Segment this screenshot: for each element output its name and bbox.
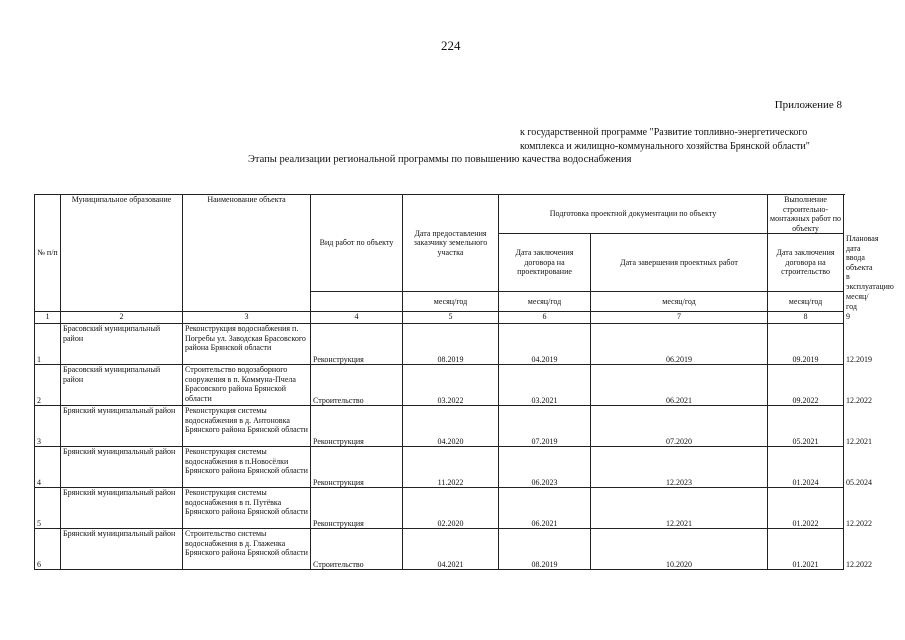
row-object-name: Реконструкция водоснабжения п. Погребы ул. Заводская Брасовского района Брянской области [183,324,311,365]
table-row: 4 Брянский муниципальный район Реконструкция системы водоснабжения в п.Новосёлки Брянского района Брянской области Реконструкция 11.2022 06.2023 12.2023 01.2024 05.2024 [35,447,844,488]
column-number: 6 [499,312,591,324]
row-number: 6 [35,529,61,570]
row-land-date: 11.2022 [403,447,499,488]
column-number: 8 [768,312,844,324]
row-object-name: Строительство системы водоснабжения в д. Глаженка Брянского района Брянской области [183,529,311,570]
row-land-date: 04.2021 [403,529,499,570]
row-land-date: 03.2022 [403,365,499,406]
row-work-type: Реконструкция [311,406,403,447]
row-design-contract: 06.2023 [499,447,591,488]
row-construction-contract: 01.2024 [768,447,844,488]
header-work-type: Вид работ по объекту [311,195,403,292]
header-construction-group: Выполнение строительно-монтажных работ по объекту [768,195,844,234]
table-row: 2 Брасовский муниципальный район Строительство водозаборного сооружения в п. Коммуна-Пчела Брасовского района Брянской области Строительство 03.2022 03.2021 06.2021 09.2022 12.2022 [35,365,844,406]
table-row: 1 Брасовский муниципальный район Реконструкция водоснабжения п. Погребы ул. Заводская Брасовского района Брянской области Реконструкция 08.2019 04.2019 06.2019 09.2019 12.2019 [35,324,844,365]
row-number: 1 [35,324,61,365]
unit-land-date: месяц/год [403,292,499,312]
program-reference-line-2: комплекса и жилищно-коммунального хозяйства Брянской области" [520,141,810,152]
row-design-complete: 12.2021 [591,488,768,529]
row-construction-contract: 05.2021 [768,406,844,447]
row-design-complete: 06.2019 [591,324,768,365]
table-row: 5 Брянский муниципальный район Реконструкция системы водоснабжения в п. Путёвка Брянского района Брянской области Реконструкция 02.2020 06.2021 12.2021 01.2022 12.2022 [35,488,844,529]
row-object-name: Строительство водозаборного сооружения в п. Коммуна-Пчела Брасовского района Брянской области [183,365,311,406]
row-land-date: 02.2020 [403,488,499,529]
row-object-name: Реконструкция системы водоснабжения в д. Антоновка Брянского района Брянской области [183,406,311,447]
row-design-complete: 12.2023 [591,447,768,488]
row-municipality: Брянский муниципальный район [61,488,183,529]
column-number: 4 [311,312,403,324]
row-number: 5 [35,488,61,529]
page-number: 224 [441,38,461,53]
column-number: 3 [183,312,311,324]
header-design-group: Подготовка проектной документации по объекту [499,195,768,234]
column-number: 2 [61,312,183,324]
row-municipality: Брасовский муниципальный район [61,324,183,365]
row-municipality: Брянский муниципальный район [61,529,183,570]
program-reference-line-1: к государственной программе "Развитие топливно-энергетического [520,127,808,138]
column-number: 5 [403,312,499,324]
document-title: Этапы реализации региональной программы по повышению качества водоснабжения [248,154,632,165]
row-number: 4 [35,447,61,488]
row-number: 2 [35,365,61,406]
header-work-unit-empty [311,292,403,312]
row-construction-contract: 09.2022 [768,365,844,406]
row-construction-contract: 01.2022 [768,488,844,529]
row-design-complete: 06.2021 [591,365,768,406]
column-number: 1 [35,312,61,324]
row-design-contract: 03.2021 [499,365,591,406]
row-design-complete: 10.2020 [591,529,768,570]
header-design-complete: Дата завершения проектных работ [591,234,768,292]
program-reference [520,126,850,154]
row-object-name: Реконструкция системы водоснабжения в п. Путёвка Брянского района Брянской области [183,488,311,529]
row-design-contract: 06.2021 [499,488,591,529]
row-construction-contract: 09.2019 [768,324,844,365]
row-design-contract: 08.2019 [499,529,591,570]
table-row: 3 Брянский муниципальный район Реконструкция системы водоснабжения в д. Антоновка Брянского района Брянской области Реконструкция 04.2020 07.2019 07.2020 05.2021 12.2021 [35,406,844,447]
table-row: 6 Брянский муниципальный район Строительство системы водоснабжения в д. Глаженка Брянского района Брянской области Строительство 04.2021 08.2019 10.2020 01.2021 12.2022 [35,529,844,570]
row-work-type: Реконструкция [311,447,403,488]
column-number-row: 1 2 3 4 5 6 7 8 9 [35,312,844,324]
row-number: 3 [35,406,61,447]
row-construction-contract: 01.2021 [768,529,844,570]
unit-construction-contract: месяц/год [768,292,844,312]
row-design-contract: 07.2019 [499,406,591,447]
row-design-complete: 07.2020 [591,406,768,447]
row-land-date: 08.2019 [403,324,499,365]
column-number: 7 [591,312,768,324]
row-object-name: Реконструкция системы водоснабжения в п.Новосёлки Брянского района Брянской области [183,447,311,488]
row-design-contract: 04.2019 [499,324,591,365]
row-work-type: Реконструкция [311,324,403,365]
row-municipality: Брянский муниципальный район [61,406,183,447]
header-construction-contract: Дата заключения договора на строительство [768,234,844,292]
header-municipality: Муниципальное образование [61,195,183,312]
row-municipality: Брасовский муниципальный район [61,365,183,406]
header-num: № п/п [35,195,61,312]
row-work-type: Строительство [311,529,403,570]
header-design-contract: Дата заключения договора на проектирование [499,234,591,292]
header-land-date: Дата предоставления заказчику земельного участка [403,195,499,292]
unit-design-complete: месяц/год [591,292,768,312]
unit-design-contract: месяц/год [499,292,591,312]
row-work-type: Строительство [311,365,403,406]
row-municipality: Брянский муниципальный район [61,447,183,488]
stages-table: № п/п Муниципальное образование Наименование объекта Вид работ по объекту Дата предоставления заказчику земельного участка Подготовка проектной документации по объекту Выполнение строительно-монтажных работ по объекту Дата заключения договора на проектирование Дата завершения проектных работ Дата заключения договора на строительство Плановая дата ввода объекта в эксплуатацию месяц/год месяц/год месяц/год месяц/год месяц/год 1 2 3 4 5 6 7 8 9 1 Брасовский муниципальный район Реконструкция водоснабжения п. Погребы ул. Заводская Брасовского района Брянской области Реконструкция 08.2019 04.2019 06.2019 09.2019 12.2019 2 Брасовский муниципальный район Строительство водозаборного сооружения в п. Коммуна-Пчела Брасовского района Брянской области Строительство 03.2022 03.2021 06.2021 09.2022 12.2022 3 Брянский муниципальный район Реконструкция системы водоснабжения в д. Антоновка Брянского района Брянской области Реконструкция 04.2020 07.2019 07.2020 05.2021 12.2021 4 Брянский муниципальный район Реконструкция системы водоснабжения в п.Новосёлки Брянского района Брянской области Реконструкция 11.2022 06.2023 12.2023 01.2024 05.2024 5 Брянский муниципальный район Реконструкция системы водоснабжения в п. Путёвка Брянского района Брянской области Реконструкция 02.2020 06.2021 12.2021 01.2022 12.2022 6 Брянский муниципальный район Строительство системы водоснабжения в д. Глаженка Брянского района Брянской области Строительство 04.2021 08.2019 10.2020 01.2021 12.2022 [34,194,844,570]
appendix-label: Приложение 8 [774,99,842,111]
row-land-date: 04.2020 [403,406,499,447]
header-object-name: Наименование объекта [183,195,311,312]
row-work-type: Реконструкция [311,488,403,529]
